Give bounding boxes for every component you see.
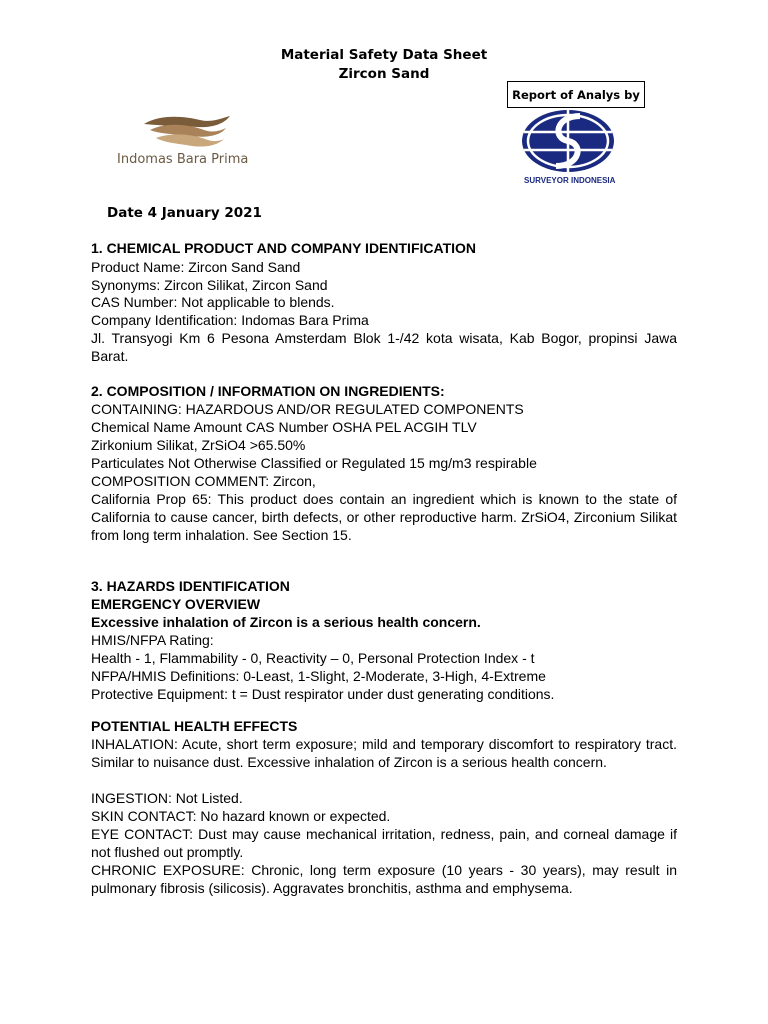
company-logo-text: Indomas Bara Prima: [117, 152, 249, 167]
ingestion-effects: INGESTION: Not Listed.: [91, 790, 243, 806]
containing-line: CONTAINING: HAZARDOUS AND/OR REGULATED COMPONENTS: [91, 401, 524, 417]
chronic-exposure-effects: CHRONIC EXPOSURE: Chronic, long term exposure (10 years - 30 years), may result in pulmonary fibrosis (silicosis). Aggravates bronchitis, asthma and emphysema.: [91, 862, 677, 896]
globe-icon: [518, 108, 618, 174]
report-of-analysis-label: Report of Analys by: [507, 81, 645, 108]
inhalation-effects: INHALATION: Acute, short term exposure; mild and temporary discomfort to respiratory tract. Similar to nuisance dust. Excessive inhalation of Zircon is a serious health concern.: [91, 736, 677, 770]
emergency-overview-heading: EMERGENCY OVERVIEW: [91, 596, 261, 612]
company-identification: Company Identification: Indomas Bara Prima: [91, 312, 369, 328]
components-columns: Chemical Name Amount CAS Number OSHA PEL ACGIH TLV: [91, 419, 477, 435]
document-date: Date 4 January 2021: [107, 205, 262, 221]
sand-dune-icon: [142, 112, 232, 150]
section-2-heading: 2. COMPOSITION / INFORMATION ON INGREDIENTS:: [91, 383, 445, 399]
particulates-line: Particulates Not Otherwise Classified or Regulated 15 mg/m3 respirable: [91, 455, 537, 471]
potential-health-effects-heading: POTENTIAL HEALTH EFFECTS: [91, 718, 298, 734]
composition-comment: COMPOSITION COMMENT: Zircon,: [91, 473, 316, 489]
emergency-overview-text: Excessive inhalation of Zircon is a serious health concern.: [91, 614, 481, 630]
cas-number: CAS Number: Not applicable to blends.: [91, 294, 335, 310]
surveyor-logo: [518, 108, 638, 188]
nfpa-definitions: NFPA/HMIS Definitions: 0-Least, 1-Slight, 2-Moderate, 3-High, 4-Extreme: [91, 668, 546, 684]
surveyor-caption: SURVEYOR INDONESIA: [524, 176, 616, 185]
synonyms: Synonyms: Zircon Silikat, Zircon Sand: [91, 277, 328, 293]
section-3-heading: 3. HAZARDS IDENTIFICATION: [91, 578, 290, 594]
hmis-ratings: Health - 1, Flammability - 0, Reactivity – 0, Personal Protection Index - t: [91, 650, 535, 666]
section-1-heading: 1. CHEMICAL PRODUCT AND COMPANY IDENTIFICATION: [91, 240, 477, 256]
product-name: Product Name: Zircon Sand Sand: [91, 259, 301, 275]
zirkonium-line: Zirkonium Silikat, ZrSiO4 >65.50%: [91, 437, 306, 453]
skin-contact-effects: SKIN CONTACT: No hazard known or expected.: [91, 808, 391, 824]
company-logo: [112, 112, 262, 174]
document-title: Material Safety Data Sheet: [280, 47, 488, 63]
protective-equipment: Protective Equipment: t = Dust respirator under dust generating conditions.: [91, 686, 555, 702]
eye-contact-effects: EYE CONTACT: Dust may cause mechanical irritation, redness, pain, and corneal damage if not flushed out promptly.: [91, 826, 677, 860]
company-address: Jl. Transyogi Km 6 Pesona Amsterdam Blok 1-/42 kota wisata, Kab Bogor, propinsi Jawa Barat.: [91, 330, 677, 364]
california-prop-65: California Prop 65: This product does contain an ingredient which is known to the state of California to cause cancer, birth defects, or other reproductive harm. ZrSiO4, Zirconium Silikat from long term inhalation. See Section 15.: [91, 491, 677, 543]
document-subtitle: Zircon Sand: [338, 66, 430, 82]
hmis-rating-label: HMIS/NFPA Rating:: [91, 632, 214, 648]
